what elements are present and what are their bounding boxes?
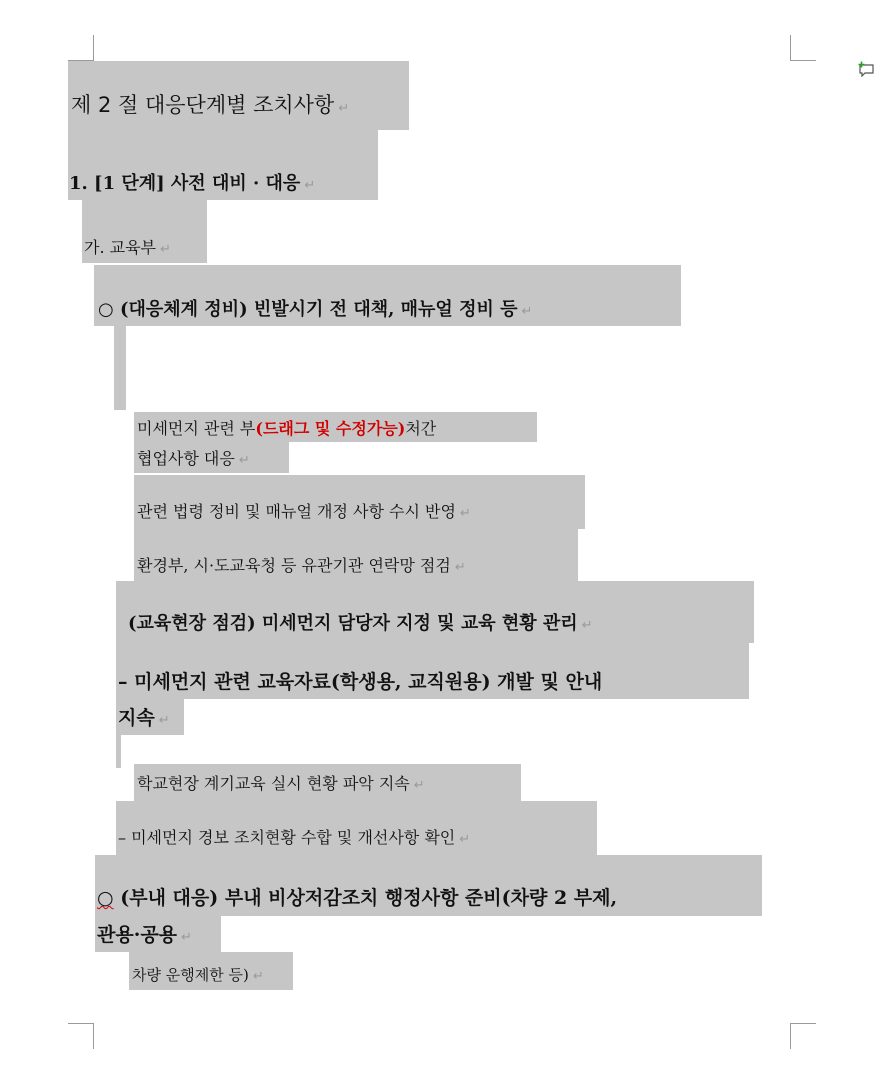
paragraph-mark: ↵ bbox=[181, 930, 192, 945]
paragraph-mark: ↵ bbox=[238, 453, 250, 468]
dept-coop-line2-text: 협업사항 대응 bbox=[137, 449, 235, 468]
law-manual bbox=[134, 475, 585, 529]
field-check-text: (교육현장 점검) 미세먼지 담당자 지정 및 교육 현황 관리 bbox=[128, 613, 578, 634]
crop-mark-top-right-v bbox=[790, 35, 791, 61]
materials-line2 bbox=[116, 699, 184, 735]
alert-measures-text: – 미세먼지 경보 조치현황 수합 및 개선사항 확인 bbox=[118, 828, 456, 847]
dept-coop-line1 bbox=[134, 412, 537, 442]
crop-mark-bottom-left-v bbox=[93, 1023, 94, 1049]
subsection-ga-text: 가. 교육부 bbox=[84, 238, 156, 257]
empty-paragraph-small bbox=[116, 735, 121, 768]
paragraph-mark: ↵ bbox=[459, 506, 471, 521]
paragraph-mark: ↵ bbox=[338, 101, 350, 116]
empty-paragraph bbox=[114, 326, 126, 410]
materials-line1 bbox=[116, 643, 749, 699]
bullet-preparation bbox=[94, 265, 681, 326]
bullet-preparation-text: ○ (대응체계 정비) 빈발시기 전 대책, 매뉴얼 정비 등 bbox=[98, 299, 518, 320]
subsection-ga bbox=[82, 200, 207, 263]
school-education-text: 학교현장 계기교육 실시 현황 파악 지속 bbox=[137, 774, 410, 793]
dept-coop-text-b: 처간 bbox=[405, 419, 437, 438]
contact-network bbox=[134, 529, 578, 581]
internal-response-line2-text: 관용·공용 bbox=[97, 924, 178, 946]
internal-response-line1-text: (부내 대응) 부내 비상저감조치 행정사항 준비(차량 2 부제, bbox=[120, 887, 618, 909]
dept-coop-text-a: 미세먼지 관련 부 bbox=[137, 419, 256, 438]
internal-response-line2 bbox=[95, 916, 221, 952]
paragraph-mark: ↵ bbox=[158, 713, 170, 728]
law-manual-text: 관련 법령 정비 및 매뉴얼 개정 사항 수시 반영 bbox=[137, 502, 456, 521]
internal-bullet: ○ bbox=[97, 887, 114, 909]
materials-line1-text: – 미세먼지 관련 교육자료(학생용, 교직원용) 개발 및 안내 bbox=[118, 671, 603, 693]
editable-notice: (드래그 및 수정가능) bbox=[255, 419, 406, 438]
vehicle-restriction bbox=[129, 952, 293, 990]
step1-heading-text: 1. [1 단계] 사전 대비 · 대응 bbox=[69, 173, 301, 194]
internal-response-line1 bbox=[95, 855, 762, 916]
dept-coop-line2 bbox=[134, 442, 289, 473]
paragraph-mark: ↵ bbox=[252, 969, 264, 984]
materials-line2-text: 지속 bbox=[118, 707, 155, 729]
new-comment-icon[interactable] bbox=[857, 61, 875, 77]
crop-mark-bottom-right-h bbox=[790, 1023, 816, 1024]
paragraph-mark: ↵ bbox=[304, 178, 316, 193]
field-check bbox=[116, 581, 754, 643]
step1-heading bbox=[68, 130, 378, 200]
crop-mark-bottom-left-h bbox=[68, 1023, 94, 1024]
crop-mark-top-right-h bbox=[790, 60, 816, 61]
contact-network-text: 환경부, 시·도교육청 등 유관기관 연락망 점검 bbox=[137, 556, 451, 575]
crop-mark-top-left-v bbox=[93, 35, 94, 61]
paragraph-mark: ↵ bbox=[459, 832, 471, 847]
paragraph-mark: ↵ bbox=[413, 778, 425, 793]
paragraph-mark: ↵ bbox=[521, 304, 533, 319]
paragraph-mark: ↵ bbox=[160, 242, 171, 257]
paragraph-mark: ↵ bbox=[581, 618, 593, 633]
section-heading-text: 제 2 절 대응단계별 조치사항 bbox=[71, 93, 335, 117]
vehicle-restriction-text: 차량 운행제한 등) bbox=[132, 966, 249, 984]
alert-measures bbox=[116, 801, 597, 855]
crop-mark-bottom-right-v bbox=[790, 1023, 791, 1049]
school-education bbox=[134, 764, 521, 801]
section-heading bbox=[68, 61, 409, 130]
paragraph-mark: ↵ bbox=[454, 560, 466, 575]
